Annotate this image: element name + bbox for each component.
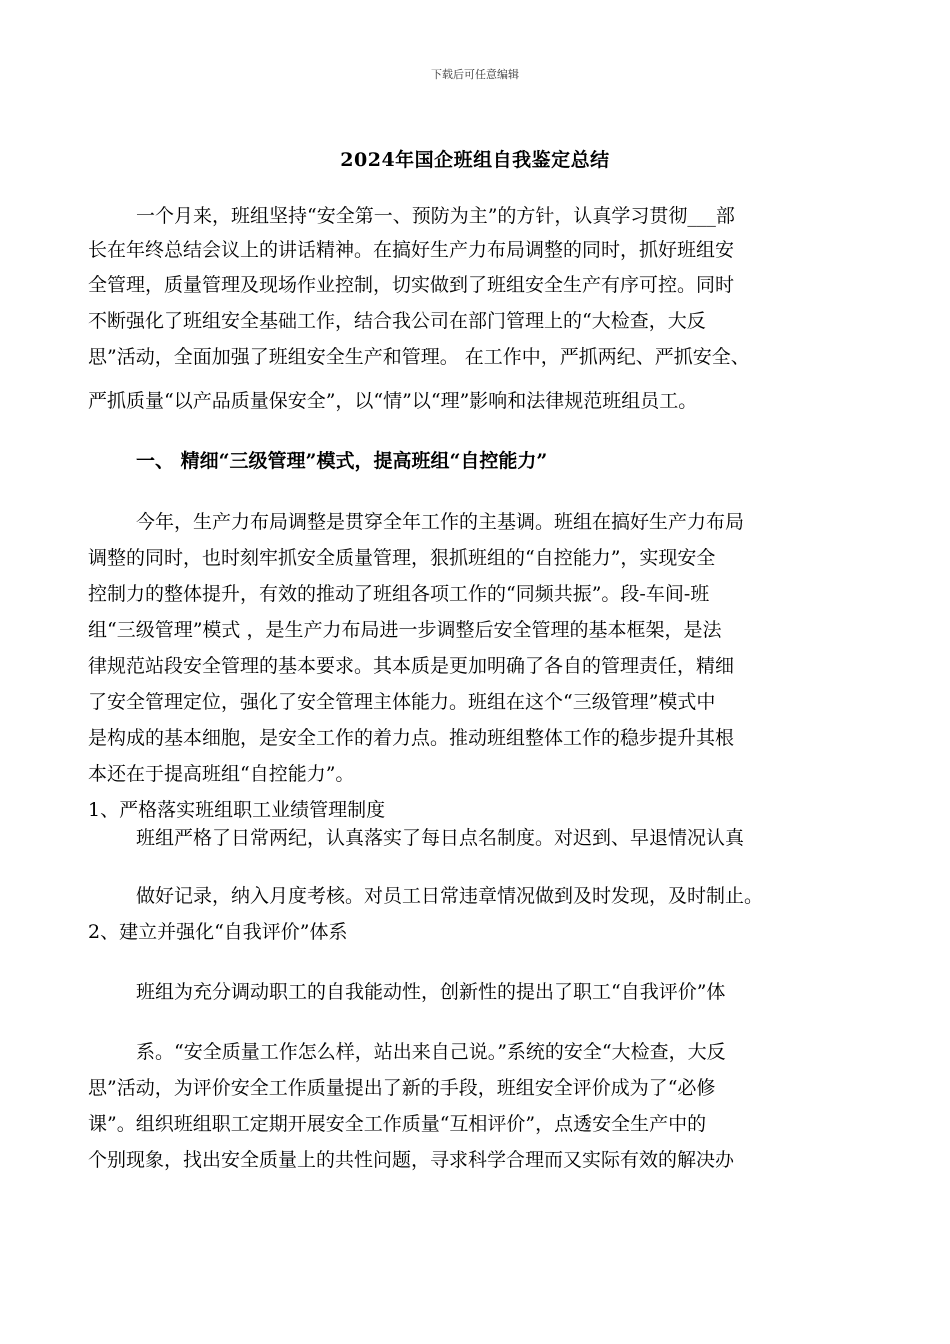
header-note: 下载后可任意编辑 xyxy=(431,68,519,81)
paragraph-line: 思”活动，全面加强了班组安全生产和管理。 在工作中，严抓两纪、严抓安全、 xyxy=(88,346,750,368)
paragraph-line: 是构成的基本细胞，是安全工作的着力点。推动班组整体工作的稳步提升其根 xyxy=(88,727,735,749)
paragraph-line: 了安全管理定位，强化了安全管理主体能力。班组在这个“三级管理”模式中 xyxy=(88,691,716,713)
paragraph-line: 今年，生产力布局调整是贯穿全年工作的主基调。班组在搞好生产力布局 xyxy=(136,511,745,533)
paragraph-line: 课”。组织班组职工定期开展安全工作质量“互相评价”，点透安全生产中的 xyxy=(88,1113,707,1135)
paragraph-line: 控制力的整体提升，有效的推动了班组各项工作的“同频共振”。段-车间-班 xyxy=(88,583,710,605)
paragraph-line: 1、严格落实班组职工业绩管理制度 xyxy=(88,799,386,821)
paragraph-line: 本还在于提高班组“自控能力”。 xyxy=(88,763,355,785)
paragraph-line: 思”活动，为评价安全工作质量提出了新的手段，班组安全评价成为了“必修 xyxy=(88,1077,716,1099)
paragraph-line: 调整的同时，也时刻牢抓安全质量管理，狠抓班组的“自控能力”，实现安全 xyxy=(88,547,716,569)
paragraph-line: 组“三级管理”模式 ，是生产力布局进一步调整后安全管理的基本框架，是法 xyxy=(88,619,722,641)
paragraph-line: 一个月来，班组坚持“安全第一、预防为主”的方针，认真学习贯彻___部 xyxy=(136,205,735,227)
document-title: 2024年国企班组自我鉴定总结 xyxy=(340,149,610,171)
paragraph-line: 全管理，质量管理及现场作业控制，切实做到了班组安全生产有序可控。同时 xyxy=(88,274,735,296)
section-heading: 一、 精细“三级管理”模式，提高班组“自控能力” xyxy=(136,450,548,472)
paragraph-line: 严抓质量“以产品质量保安全”，以“情”以“理”影响和法律规范班组员工。 xyxy=(88,390,698,412)
paragraph-line: 不断强化了班组安全基础工作，结合我公司在部门管理上的“大检查，大反 xyxy=(88,310,706,332)
paragraph-line: 做好记录，纳入月度考核。对员工日常违章情况做到及时发现，及时制止。 xyxy=(136,885,764,907)
paragraph-line: 长在年终总结会议上的讲话精神。在搞好生产力布局调整的同时，抓好班组安 xyxy=(88,239,735,261)
subsection-heading: 班组为充分调动职工的自我能动性，创新性的提出了职工“自我评价”体 xyxy=(136,981,726,1003)
paragraph-line: 个别现象，找出安全质量上的共性问题，寻求科学合理而又实际有效的解决办 xyxy=(88,1149,735,1171)
paragraph-line: 系。“安全质量工作怎么样，站出来自己说。”系统的安全“大检查，大反 xyxy=(136,1041,726,1063)
subsection-heading: 班组严格了日常两纪，认真落实了每日点名制度。对迟到、早退情况认真 xyxy=(136,827,745,849)
paragraph-line: 律规范站段安全管理的基本要求。其本质是更加明确了各自的管理责任，精细 xyxy=(88,655,735,677)
paragraph-line: 2、建立并强化“自我评价”体系 xyxy=(88,921,348,943)
